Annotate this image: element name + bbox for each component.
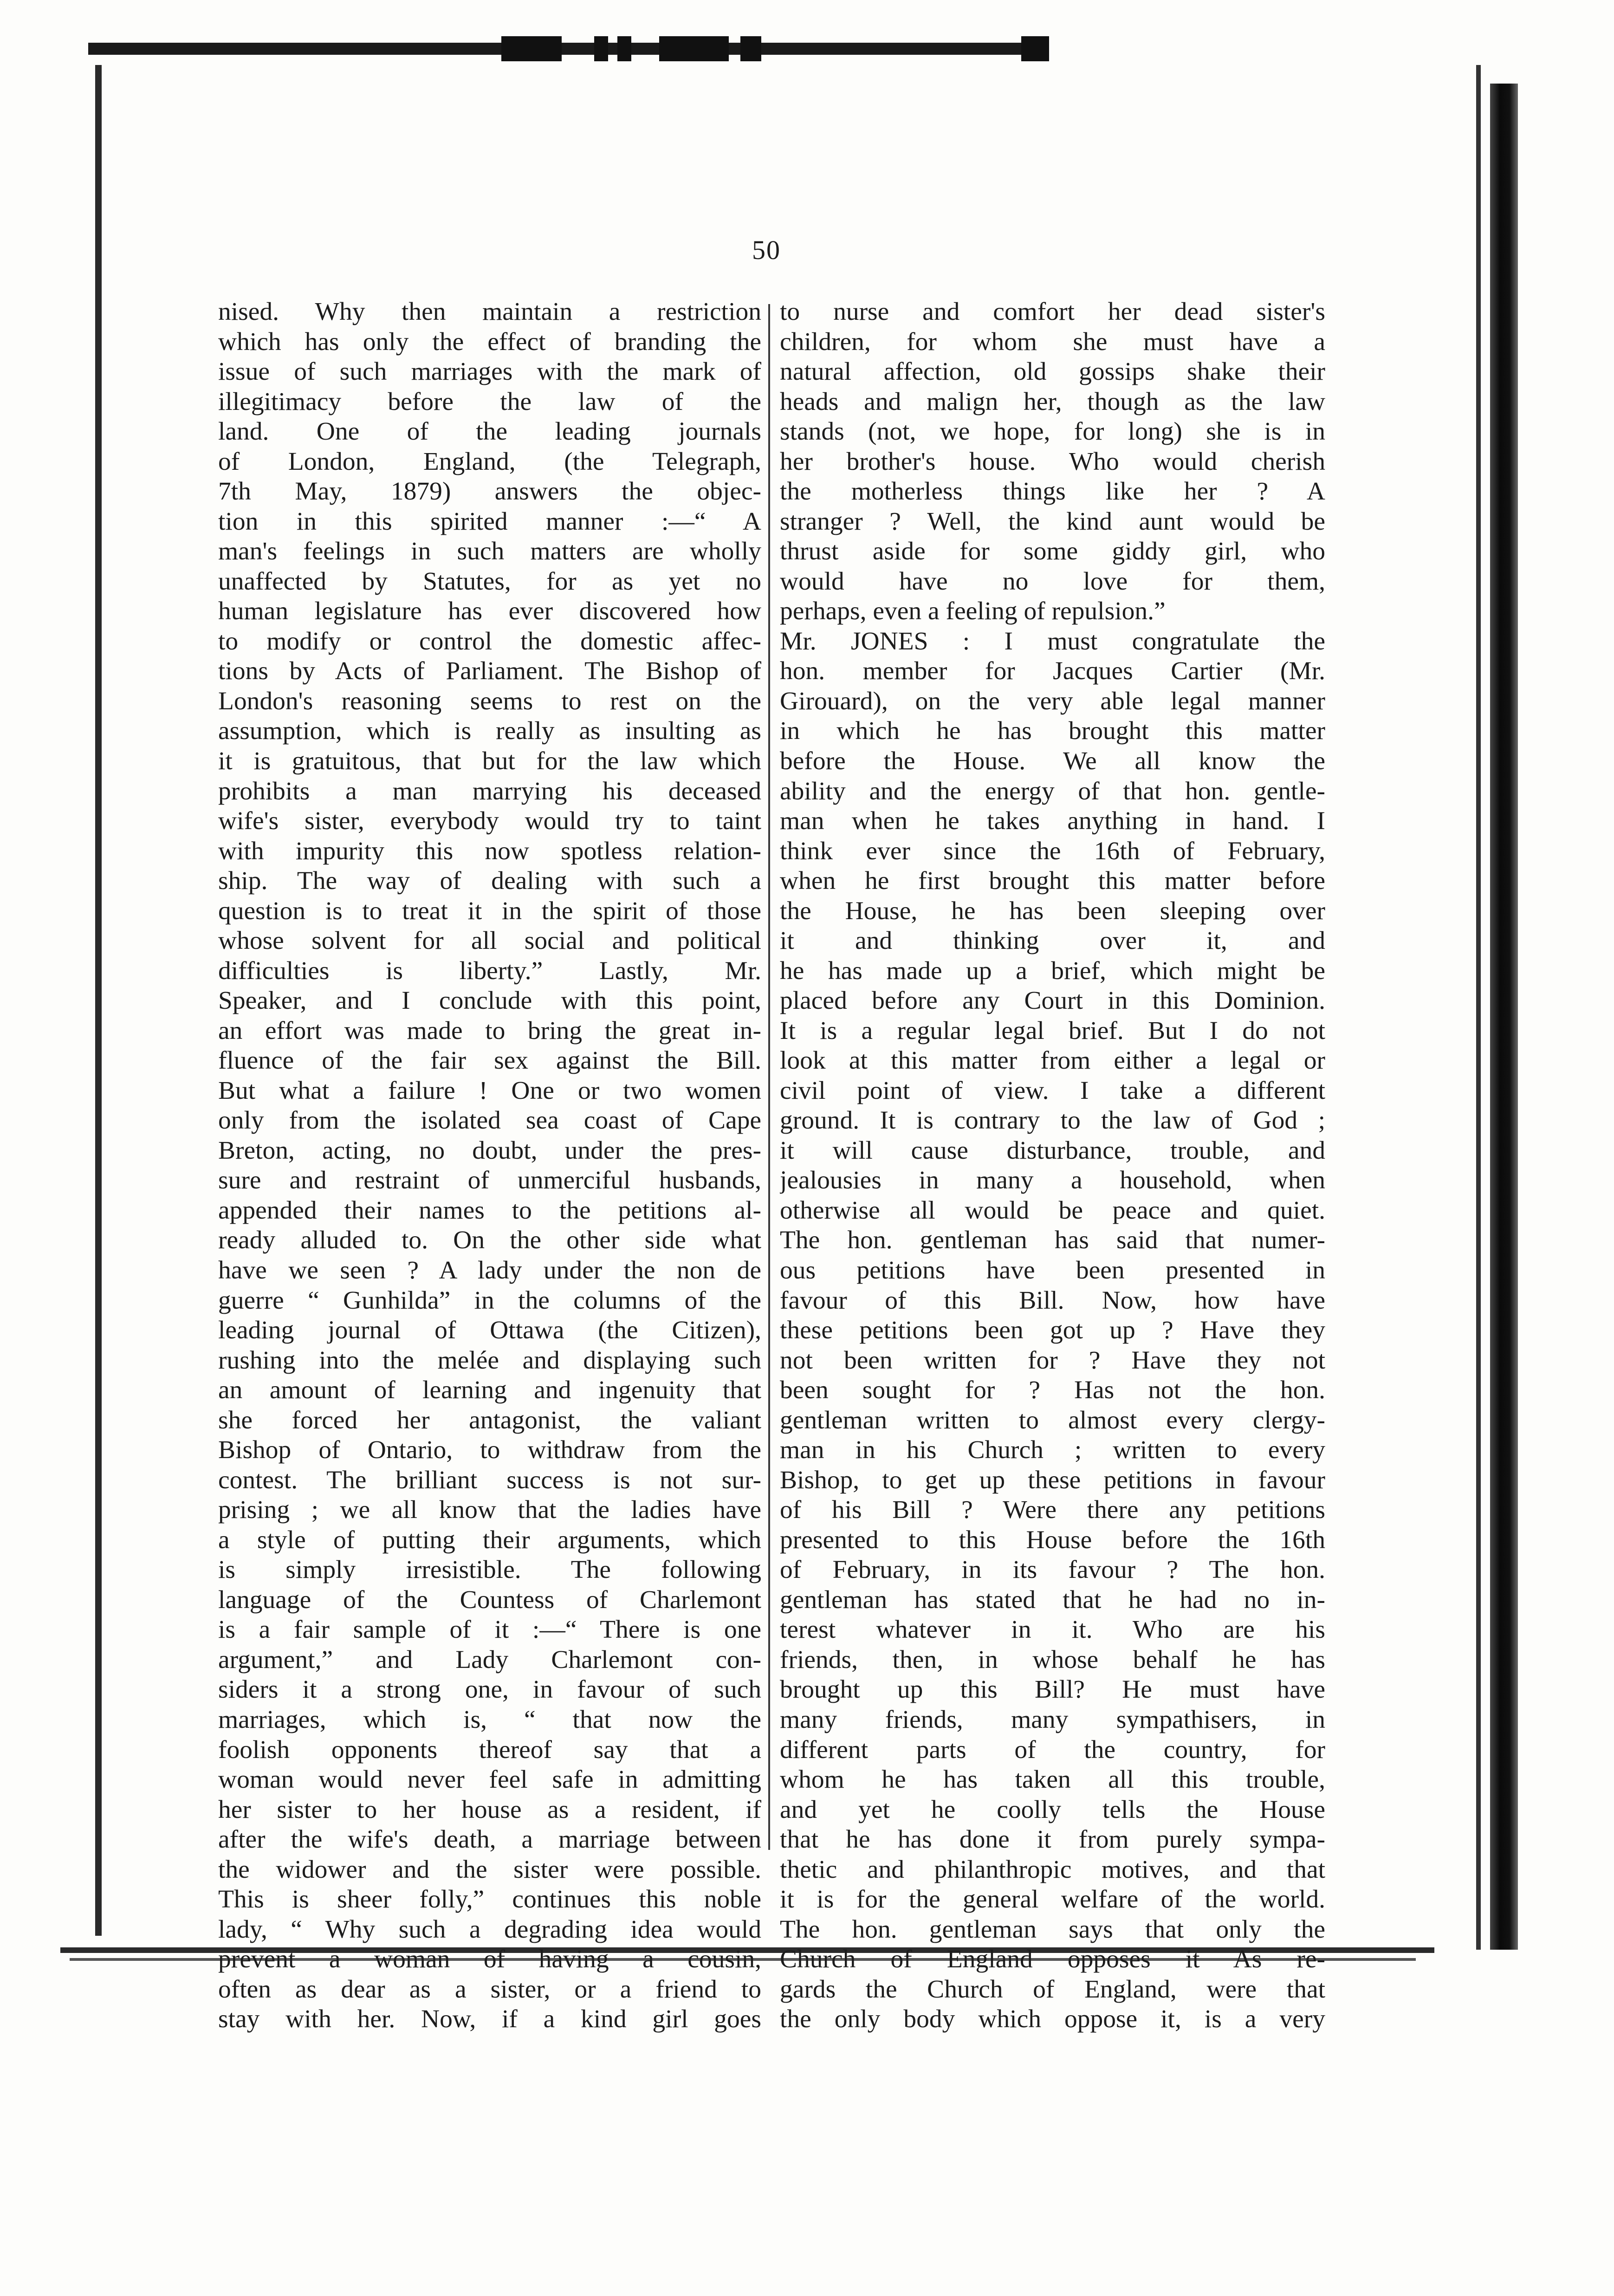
- text-line: lady, “ Why such a degrading idea would: [218, 1915, 761, 1944]
- text-line: gards the Church of England, were that: [780, 1975, 1325, 2004]
- text-line: siders it a strong one, in favour of such: [218, 1675, 761, 1704]
- column-divider: [768, 304, 770, 1850]
- text-line: appended their names to the petitions al-: [218, 1196, 761, 1225]
- text-line: favour of this Bill. Now, how have: [780, 1286, 1325, 1315]
- text-line: jealousies in many a household, when: [780, 1166, 1325, 1195]
- scan-top-mark: [501, 36, 562, 61]
- text-line: she forced her antagonist, the valiant: [218, 1406, 761, 1434]
- text-line: wife's sister, everybody would try to taint: [218, 807, 761, 836]
- text-line: Breton, acting, no doubt, under the pres-: [218, 1136, 761, 1165]
- text-line: a style of putting their arguments, which: [218, 1525, 761, 1554]
- text-line: stranger ? Well, the kind aunt would be: [780, 507, 1325, 536]
- scan-top-border: [88, 43, 1049, 55]
- text-line: hon. member for Jacques Cartier (Mr.: [780, 657, 1325, 686]
- text-line: children, for whom she must have a: [780, 327, 1325, 356]
- text-line: brought up this Bill? He must have: [780, 1675, 1325, 1704]
- text-line: in which he has brought this matter: [780, 717, 1325, 746]
- text-line: the motherless things like her ? A: [780, 477, 1325, 506]
- text-line: civil point of view. I take a different: [780, 1076, 1325, 1105]
- text-line: an amount of learning and ingenuity that: [218, 1376, 761, 1405]
- text-line: question is to treat it in the spirit of those: [218, 896, 761, 925]
- text-line: often as dear as a sister, or a friend to: [218, 1975, 761, 2004]
- left-text-column: [218, 297, 761, 2035]
- text-line: before the House. We all know the: [780, 746, 1325, 775]
- text-line: her brother's house. Who would cherish: [780, 447, 1325, 476]
- text-line: issue of such marriages with the mark of: [218, 357, 761, 386]
- text-line: prohibits a man marrying his deceased: [218, 777, 761, 805]
- text-line: presented to this House before the 16th: [780, 1525, 1325, 1554]
- text-line: Girouard), on the very able legal manner: [780, 687, 1325, 715]
- text-line: guerre “ Gunhilda” in the columns of the: [218, 1286, 761, 1315]
- text-line: ous petitions have been presented in: [780, 1256, 1325, 1284]
- text-line: human legislature has ever discovered how: [218, 597, 761, 626]
- text-line: that he has done it from purely sympa-: [780, 1825, 1325, 1854]
- text-line: The hon. gentleman says that only the: [780, 1915, 1325, 1944]
- text-line: he has made up a brief, which might be: [780, 956, 1325, 985]
- text-line: terest whatever in it. Who are his: [780, 1615, 1325, 1644]
- scan-top-mark: [659, 36, 729, 61]
- text-line: unaffected by Statutes, for as yet no: [218, 567, 761, 596]
- text-line: But what a failure ! One or two women: [218, 1076, 761, 1105]
- text-line: natural affection, old gossips shake their: [780, 357, 1325, 386]
- text-line: look at this matter from either a legal or: [780, 1046, 1325, 1075]
- text-line: with impurity this now spotless relation-: [218, 837, 761, 865]
- text-line: the only body which oppose it, is a very: [780, 2005, 1325, 2034]
- text-line: is simply irresistible. The following: [218, 1556, 761, 1584]
- text-line: been sought for ? Has not the hon.: [780, 1376, 1325, 1405]
- scan-top-mark: [740, 36, 761, 61]
- text-line: Bishop of Ontario, to withdraw from the: [218, 1436, 761, 1465]
- scan-top-mark: [1021, 36, 1049, 61]
- text-line: stay with her. Now, if a kind girl goes: [218, 2005, 761, 2034]
- scan-right-border: [1476, 65, 1481, 1950]
- text-line: have we seen ? A lady under the non de: [218, 1256, 761, 1284]
- scan-top-mark: [594, 36, 608, 61]
- text-line: foolish opponents thereof say that a: [218, 1735, 761, 1764]
- text-line: tion in this spirited manner :—“ A: [218, 507, 761, 536]
- text-line: it is gratuitous, that but for the law which: [218, 746, 761, 775]
- text-line: the widower and the sister were possible.: [218, 1855, 761, 1884]
- text-line: many friends, many sympathisers, in: [780, 1705, 1325, 1734]
- text-line: perhaps, even a feeling of repulsion.”: [780, 597, 1166, 626]
- text-line: 7th May, 1879) answers the objec-: [218, 477, 761, 506]
- text-line: to nurse and comfort her dead sister's: [780, 298, 1325, 326]
- text-line: Speaker, and I conclude with this point,: [218, 986, 761, 1015]
- right-text-column: [780, 297, 1325, 2035]
- text-line: assumption, which is really as insulting as: [218, 717, 761, 746]
- text-line: the House, he has been sleeping over: [780, 896, 1325, 925]
- text-line: would have no love for them,: [780, 567, 1325, 596]
- text-line: gentleman written to almost every clergy-: [780, 1406, 1325, 1434]
- text-line: fluence of the fair sex against the Bill.: [218, 1046, 761, 1075]
- text-line: Bishop, to get up these petitions in favour: [780, 1466, 1325, 1494]
- text-line: heads and malign her, though as the law: [780, 387, 1325, 416]
- text-line: prising ; we all know that the ladies have: [218, 1496, 761, 1524]
- text-line: thetic and philanthropic motives, and that: [780, 1855, 1325, 1884]
- text-line: and yet he coolly tells the House: [780, 1795, 1325, 1824]
- text-line: London's reasoning seems to rest on the: [218, 687, 761, 715]
- text-line: after the wife's death, a marriage between: [218, 1825, 761, 1854]
- text-line: it and thinking over it, and: [780, 927, 1325, 955]
- text-line: rushing into the melée and displaying such: [218, 1346, 761, 1375]
- text-line: The hon. gentleman has said that numer-: [780, 1226, 1325, 1255]
- text-line: language of the Countess of Charlemont: [218, 1585, 761, 1614]
- text-line: it will cause disturbance, trouble, and: [780, 1136, 1325, 1165]
- text-line: ground. It is contrary to the law of God ;: [780, 1106, 1325, 1135]
- page-binding-shadow: [1490, 84, 1518, 1950]
- text-line: Mr. JONES : I must congratulate the: [780, 627, 1325, 655]
- text-line: ready alluded to. On the other side what: [218, 1226, 761, 1255]
- text-line: of London, England, (the Telegraph,: [218, 447, 761, 476]
- text-line: illegitimacy before the law of the: [218, 387, 761, 416]
- text-line: land. One of the leading journals: [218, 417, 761, 446]
- text-line: leading journal of Ottawa (the Citizen),: [218, 1316, 761, 1345]
- text-line: is a fair sample of it :—“ There is one: [218, 1615, 761, 1644]
- text-line: not been written for ? Have they not: [780, 1346, 1325, 1375]
- text-line: It is a regular legal brief. But I do not: [780, 1016, 1325, 1045]
- text-line: only from the isolated sea coast of Cape: [218, 1106, 761, 1135]
- text-line: of his Bill ? Were there any petitions: [780, 1496, 1325, 1524]
- text-line: man when he takes anything in hand. I: [780, 807, 1325, 836]
- text-line: friends, then, in whose behalf he has: [780, 1645, 1325, 1674]
- text-line: prevent a woman of having a cousin,: [218, 1945, 761, 1974]
- text-line: placed before any Court in this Dominion.: [780, 986, 1325, 1015]
- scan-left-border: [95, 65, 102, 1936]
- text-line: thrust aside for some giddy girl, who: [780, 537, 1325, 566]
- text-line: marriages, which is, “ that now the: [218, 1705, 761, 1734]
- text-line: argument,” and Lady Charlemont con-: [218, 1645, 761, 1674]
- text-line: of February, in its favour ? The hon.: [780, 1556, 1325, 1584]
- text-line: This is sheer folly,” continues this noble: [218, 1885, 761, 1914]
- page-number: 50: [752, 235, 781, 265]
- text-line: woman would never feel safe in admitting: [218, 1765, 761, 1794]
- text-line: stands (not, we hope, for long) she is in: [780, 417, 1325, 446]
- text-line: difficulties is liberty.” Lastly, Mr.: [218, 956, 761, 985]
- text-line: it is for the general welfare of the world.: [780, 1885, 1325, 1914]
- text-line: man's feelings in such matters are wholly: [218, 537, 761, 566]
- text-line: different parts of the country, for: [780, 1735, 1325, 1764]
- text-line: an effort was made to bring the great in-: [218, 1016, 761, 1045]
- text-line: man in his Church ; written to every: [780, 1436, 1325, 1465]
- text-line: ship. The way of dealing with such a: [218, 867, 761, 895]
- text-line: sure and restraint of unmerciful husbands,: [218, 1166, 761, 1195]
- text-line: to modify or control the domestic affec-: [218, 627, 761, 655]
- text-line: gentleman has stated that he had no in-: [780, 1585, 1325, 1614]
- text-line: these petitions been got up ? Have they: [780, 1316, 1325, 1345]
- text-line: tions by Acts of Parliament. The Bishop of: [218, 657, 761, 686]
- text-line: ability and the energy of that hon. gentle-: [780, 777, 1325, 805]
- text-line: when he first brought this matter before: [780, 867, 1325, 895]
- text-line: otherwise all would be peace and quiet.: [780, 1196, 1325, 1225]
- text-line: Church of England opposes it As re-: [780, 1945, 1325, 1974]
- text-line: which has only the effect of branding the: [218, 327, 761, 356]
- text-line: whose solvent for all social and political: [218, 927, 761, 955]
- text-line: her sister to her house as a resident, if: [218, 1795, 761, 1824]
- text-line: nised. Why then maintain a restriction: [218, 298, 761, 326]
- scan-top-mark: [617, 36, 631, 61]
- text-line: contest. The brilliant success is not sur-: [218, 1466, 761, 1494]
- text-line: whom he has taken all this trouble,: [780, 1765, 1325, 1794]
- text-line: think ever since the 16th of February,: [780, 837, 1325, 865]
